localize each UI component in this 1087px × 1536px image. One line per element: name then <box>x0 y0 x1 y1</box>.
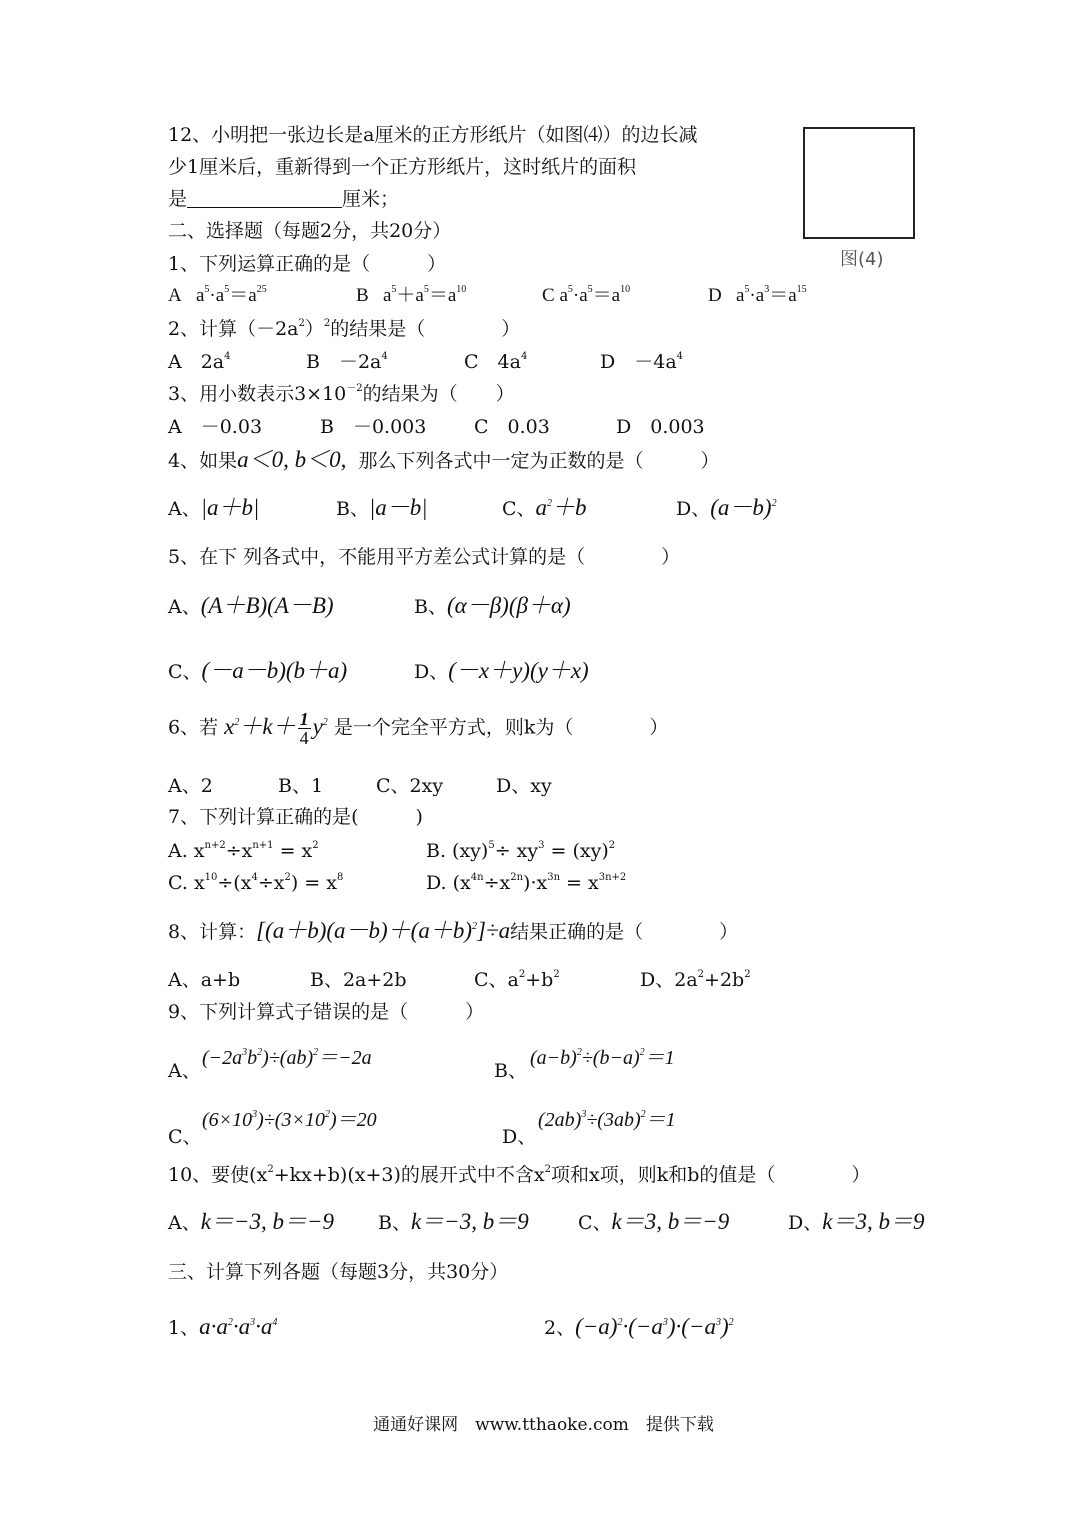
q5-option-a[interactable]: A、(A＋B)(A－B) <box>168 593 334 618</box>
q10-option-a[interactable]: A、k＝−3, b＝−9 <box>168 1209 334 1234</box>
q8-option-b[interactable]: B、2a+2b <box>310 969 407 991</box>
q9-expr-c: $(6\times 10^3)\div(3\times 10^2)=20$ <box>202 1109 377 1131</box>
q3-option-c[interactable]: C 0.03 <box>474 416 550 438</box>
q1-option-b[interactable]: B $a^5+a^5=a^{10}$ <box>356 284 467 306</box>
q9-expr-a: $(-2a^3b^2)\div(ab)^2=-2a$ <box>202 1047 372 1069</box>
q7-option-d[interactable]: D. $(x^{4n}\div x^{2n})\cdot x^{3n} = x^{3n+2}$ <box>426 872 627 894</box>
q12-line3-prefix: 是 <box>168 188 188 210</box>
q8-option-d[interactable]: D、$2a^2+2b^2$ <box>640 969 751 991</box>
q6-option-c[interactable]: C、2xy <box>376 775 444 797</box>
q6-option-a[interactable]: A、2 <box>168 775 213 797</box>
q5-option-b[interactable]: B、(α－β)(β＋α) <box>414 593 571 618</box>
q12-line3-unit: 厘米； <box>342 188 400 210</box>
q6-option-d[interactable]: D、xy <box>496 775 552 797</box>
q1-option-c[interactable]: C $a^5\cdot a^5=a^{10}$ <box>542 284 631 306</box>
answer-blank[interactable] <box>187 189 342 208</box>
q8-option-c[interactable]: C、$a^2+b^2$ <box>474 969 560 991</box>
q8-stem: 8、计算：$[(a+b)(a-b)+(a+b)^2]\div a$结果正确的是（ ） <box>168 918 739 943</box>
q12-line2: 少1厘米后，重新得到一个正方形纸片，这时纸片的面积 <box>168 156 637 178</box>
q3-option-d[interactable]: D 0.003 <box>616 416 705 438</box>
q2-option-a[interactable]: A $2a^4$ <box>168 351 231 373</box>
q9-stem: 9、下列计算式子错误的是（ ） <box>168 1001 485 1023</box>
q9-option-d[interactable]: D、 <box>502 1126 537 1148</box>
q6-stem: 6、若 $x^2+k+$ $\frac{1}{4}$ $y^2$ 是一个完全平方式，则k为（ ） <box>168 709 669 748</box>
q8-option-a[interactable]: A、a+b <box>168 969 241 991</box>
q2-option-b[interactable]: B $-2a^4$ <box>306 351 388 373</box>
fraction-one-quarter: $\frac{1}{4}$ <box>299 709 309 748</box>
q3-stem: 3、用小数表示$3\times 10^{-2}$的结果为（ ） <box>168 383 515 405</box>
q9-option-c[interactable]: C、 <box>168 1126 202 1148</box>
q9-option-b[interactable]: B、 <box>494 1060 527 1082</box>
q1-option-a[interactable]: A $a^5\cdot a^5=a^{25}$ <box>168 284 267 306</box>
q3-option-b[interactable]: B －0.003 <box>320 416 427 438</box>
q2-stem: 2、计算$(-2a^2)^2$的结果是（ ） <box>168 318 521 340</box>
q9-option-a[interactable]: A、 <box>168 1060 201 1082</box>
q4-option-c[interactable]: C、$a^2+b$ <box>502 495 587 520</box>
q5-option-d[interactable]: D、(－x＋y)(y＋x) <box>414 658 589 683</box>
footer-credit: 通通好课网 www.tthaoke.com 提供下载 <box>373 1415 714 1435</box>
q7-option-a[interactable]: A. $x^{n+2}\div x^{n+1} = x^2$ <box>168 840 319 862</box>
q12-line1: 12、小明把一张边长是a厘米的正方形纸片（如图⑷）的边长减 <box>168 124 698 146</box>
figure-caption: 图(4) <box>840 249 884 270</box>
section2-title: 二、选择题（每题2分，共20分） <box>168 220 452 242</box>
q9-expr-d: $(2ab)^3\div(3ab)^2=1$ <box>538 1109 676 1131</box>
q7-stem: 7、下列计算正确的是( ) <box>168 806 423 828</box>
q4-stem: 4、如果a＜0, b＜0, 那么下列各式中一定为正数的是（ ） <box>168 447 720 472</box>
section3-title: 三、计算下列各题（每题3分，共30分） <box>168 1261 509 1283</box>
q4-option-b[interactable]: B、|a－b| <box>336 495 428 520</box>
q6-option-b[interactable]: B、1 <box>278 775 324 797</box>
q3-option-a[interactable]: A －0.03 <box>168 416 263 438</box>
q4-option-d[interactable]: D、$(a-b)^2$ <box>676 495 777 520</box>
q10-option-c[interactable]: C、k＝3, b＝−9 <box>578 1209 730 1234</box>
q1-option-d[interactable]: D $a^5\cdot a^3=a^{15}$ <box>708 284 807 306</box>
q9-expr-b: $(a-b)^2\div(b-a)^2=1$ <box>530 1047 675 1069</box>
q10-option-b[interactable]: B、k＝−3, b＝9 <box>378 1209 529 1234</box>
q7-option-b[interactable]: B. $(xy)^5\div xy^3 = (xy)^2$ <box>426 840 616 862</box>
q5-stem: 5、在下 列各式中，不能用平方差公式计算的是（ ） <box>168 546 681 568</box>
q12-line3 <box>168 188 399 211</box>
q5-option-c[interactable]: C、(－a－b)(b＋a) <box>168 658 348 683</box>
q10-stem: 10、要使$(x^2+kx+b)(x+3)$的展开式中不含$x^2$项和x项，则k和b的值是（ ） <box>168 1164 871 1186</box>
square-figure <box>803 127 915 239</box>
q1-stem: 1、下列运算正确的是（ ） <box>168 253 447 275</box>
q2-option-c[interactable]: C $4a^4$ <box>464 351 528 373</box>
q7-option-c[interactable]: C. $x^{10}\div(x^4\div x^2) = x^8$ <box>168 872 344 894</box>
q10-option-d[interactable]: D、k＝3, b＝9 <box>788 1209 925 1234</box>
q2-option-d[interactable]: D $-4a^4$ <box>600 351 684 373</box>
calc-problem-1: 1、$a\cdot a^2\cdot a^3\cdot a^4$ <box>168 1314 278 1339</box>
calc-problem-2: 2、$(-a)^2\cdot(-a^3)\cdot(-a^3)^2$ <box>544 1314 734 1339</box>
q4-option-a[interactable]: A、|a＋b| <box>168 495 260 520</box>
